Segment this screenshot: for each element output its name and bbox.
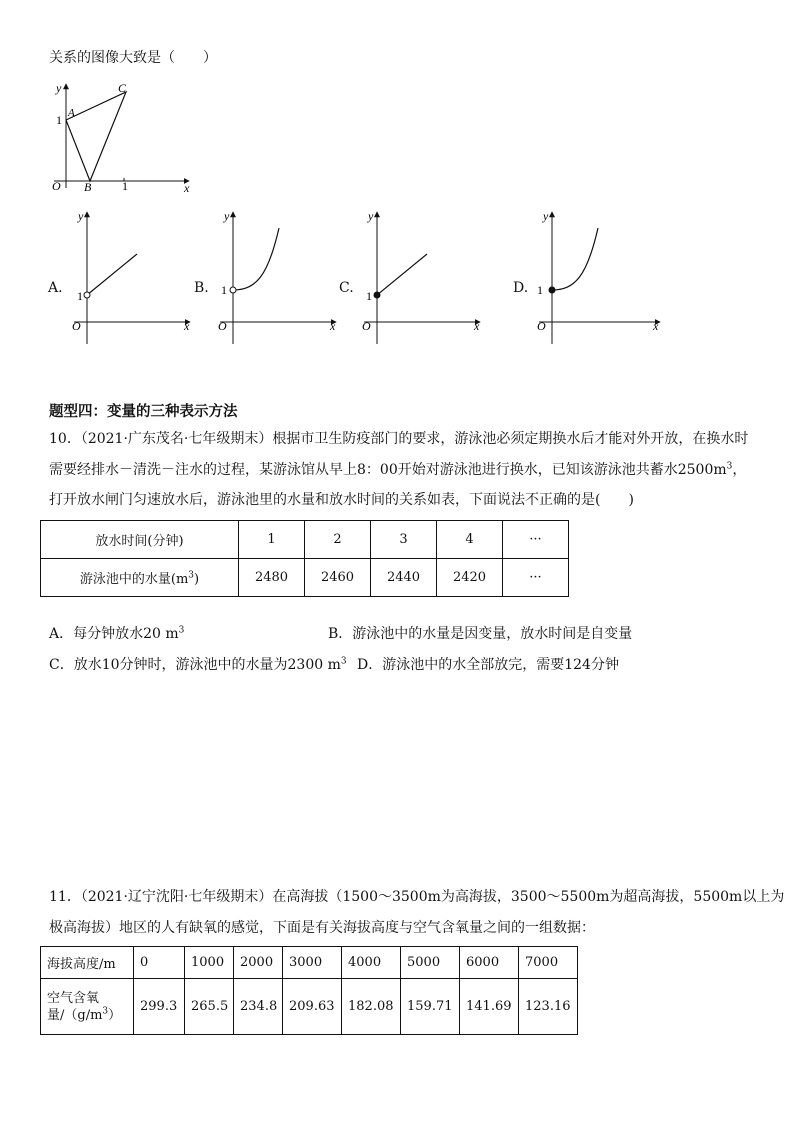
table-row-label bbox=[41, 559, 239, 597]
option-text: A．每分钟放水20 m bbox=[49, 626, 179, 642]
y-tick-one: 1 bbox=[221, 283, 227, 297]
option-c-label[interactable]: C. bbox=[339, 280, 354, 296]
table-row bbox=[41, 979, 578, 1035]
row-label-text: 游泳池中的水量(m bbox=[79, 572, 189, 587]
y-tick-one: 1 bbox=[537, 283, 543, 297]
table-cell: 3000 bbox=[283, 947, 342, 979]
table-cell: 299.3 bbox=[134, 979, 185, 1035]
solid-point bbox=[549, 287, 555, 293]
option-text: C．放水10分钟时，游泳池中的水量为2300 m bbox=[49, 657, 341, 673]
graph-line bbox=[87, 254, 137, 295]
table-cell: 209.63 bbox=[283, 979, 342, 1035]
table-cell: ··· bbox=[503, 559, 569, 597]
table-cell: 182.08 bbox=[342, 979, 401, 1035]
graph-line bbox=[377, 254, 427, 295]
graph-curve bbox=[233, 228, 279, 290]
point-c-label: C bbox=[118, 81, 127, 95]
origin-label: O bbox=[218, 319, 227, 333]
point-b-label: B bbox=[84, 180, 92, 194]
y-label: y bbox=[224, 209, 230, 223]
option-d-label[interactable]: D. bbox=[513, 280, 529, 296]
table-cell: 2420 bbox=[437, 559, 503, 597]
table-cell: 2480 bbox=[239, 559, 305, 597]
origin-label: O bbox=[362, 319, 371, 333]
table-cell: 141.69 bbox=[460, 979, 519, 1035]
solid-point bbox=[374, 292, 380, 298]
x-label: x bbox=[330, 319, 336, 333]
origin-label: O bbox=[52, 179, 61, 193]
option-a-label[interactable]: A. bbox=[48, 280, 63, 296]
table-row-label bbox=[41, 979, 134, 1035]
table-header-label: 放水时间(分钟) bbox=[41, 521, 239, 559]
q11-line-1: 11．（2021·辽宁沈阳·七年级期末）在高海拔（1500～3500m为高海拔，3500～5500m为超高海拔，5500m以上为 bbox=[49, 889, 785, 905]
row-label-line-2: 量/（g/m bbox=[47, 1007, 103, 1023]
option-c-graph[interactable] bbox=[350, 206, 490, 346]
q10-option-a[interactable] bbox=[49, 624, 184, 644]
option-d-graph[interactable] bbox=[525, 206, 670, 346]
table-cell: 3 bbox=[371, 521, 437, 559]
punctuation: ， bbox=[732, 462, 747, 478]
q10-line-3: 打开放水闸门匀速放水后，游泳池里的水量和放水时间的关系如表，下面说法不正确的是( ) bbox=[49, 492, 634, 508]
table-cell: 6000 bbox=[460, 947, 519, 979]
origin-label: O bbox=[537, 319, 546, 333]
table-row bbox=[41, 559, 569, 597]
q10-option-d[interactable]: D．游泳池中的水全部放完，需要124分钟 bbox=[357, 657, 619, 673]
option-b-graph[interactable] bbox=[206, 206, 346, 346]
point-a-label: A bbox=[68, 107, 75, 119]
q10-line-2 bbox=[49, 460, 746, 480]
triangle-figure bbox=[44, 78, 204, 196]
q10-line-2-text: 需要经排水－清洗－注水的过程，某游泳馆从早上8：00开始对游泳池进行换水，已知该游泳池共蓄水2500m bbox=[49, 462, 727, 478]
table-cell: 123.16 bbox=[519, 979, 578, 1035]
table-cell: 1 bbox=[239, 521, 305, 559]
superscript: 3 bbox=[726, 461, 733, 472]
x-label: x bbox=[184, 181, 190, 195]
x-tick-one: 1 bbox=[122, 179, 128, 193]
option-a-graph[interactable] bbox=[60, 206, 200, 346]
q11-table bbox=[40, 946, 578, 1035]
y-label: y bbox=[368, 209, 374, 223]
x-label: x bbox=[184, 319, 190, 333]
y-label: y bbox=[78, 209, 84, 223]
y-label: y bbox=[56, 81, 62, 95]
question-text: 关系的图像大致是（ ） bbox=[49, 50, 217, 66]
table-cell: 4 bbox=[437, 521, 503, 559]
table-cell: 234.8 bbox=[234, 979, 283, 1035]
y-tick-one: 1 bbox=[56, 113, 62, 127]
table-cell: 7000 bbox=[519, 947, 578, 979]
table-cell: 5000 bbox=[401, 947, 460, 979]
triangle-abc bbox=[66, 92, 126, 181]
table-cell: 0 bbox=[134, 947, 185, 979]
superscript: 3 bbox=[188, 570, 195, 581]
superscript: 3 bbox=[178, 625, 185, 636]
x-label: x bbox=[474, 319, 480, 333]
open-point bbox=[230, 287, 236, 293]
table-row bbox=[41, 521, 569, 559]
superscript: 3 bbox=[102, 1006, 109, 1017]
table-cell: 2440 bbox=[371, 559, 437, 597]
table-cell: 2000 bbox=[234, 947, 283, 979]
table-cell: 159.71 bbox=[401, 979, 460, 1035]
table-cell: 4000 bbox=[342, 947, 401, 979]
graph-curve bbox=[552, 228, 598, 290]
row-label-end: ） bbox=[108, 1007, 122, 1023]
table-cell: 2 bbox=[305, 521, 371, 559]
row-label-end: ) bbox=[194, 572, 200, 587]
table-row bbox=[41, 947, 578, 979]
q10-option-b[interactable]: B．游泳池中的水量是因变量，放水时间是自变量 bbox=[328, 626, 633, 642]
q10-line-1: 10．（2021·广东茂名·七年级期末）根据市卫生防疫部门的要求，游泳池必须定期换水后才能对外开放，在换水时 bbox=[49, 431, 749, 447]
y-tick-one: 1 bbox=[366, 289, 372, 303]
y-label: y bbox=[543, 209, 549, 223]
table-cell: 265.5 bbox=[185, 979, 234, 1035]
superscript: 3 bbox=[340, 656, 347, 667]
q10-option-c[interactable] bbox=[49, 655, 347, 675]
row-label-line-1: 空气含氧 bbox=[47, 990, 100, 1006]
origin-label: O bbox=[72, 319, 81, 333]
table-header-label: 海拔高度/m bbox=[41, 947, 134, 979]
x-label: x bbox=[653, 319, 659, 333]
table-cell: 2460 bbox=[305, 559, 371, 597]
q11-line-2: 极高海拔）地区的人有缺氧的感觉，下面是有关海拔高度与空气含氧量之间的一组数据： bbox=[49, 920, 595, 936]
y-tick-one: 1 bbox=[77, 289, 83, 303]
table-cell: 1000 bbox=[185, 947, 234, 979]
table-cell: ··· bbox=[503, 521, 569, 559]
q10-table bbox=[40, 520, 569, 597]
open-point bbox=[84, 292, 90, 298]
section-title: 题型四：变量的三种表示方法 bbox=[49, 404, 238, 420]
option-b-label[interactable]: B. bbox=[194, 280, 209, 296]
